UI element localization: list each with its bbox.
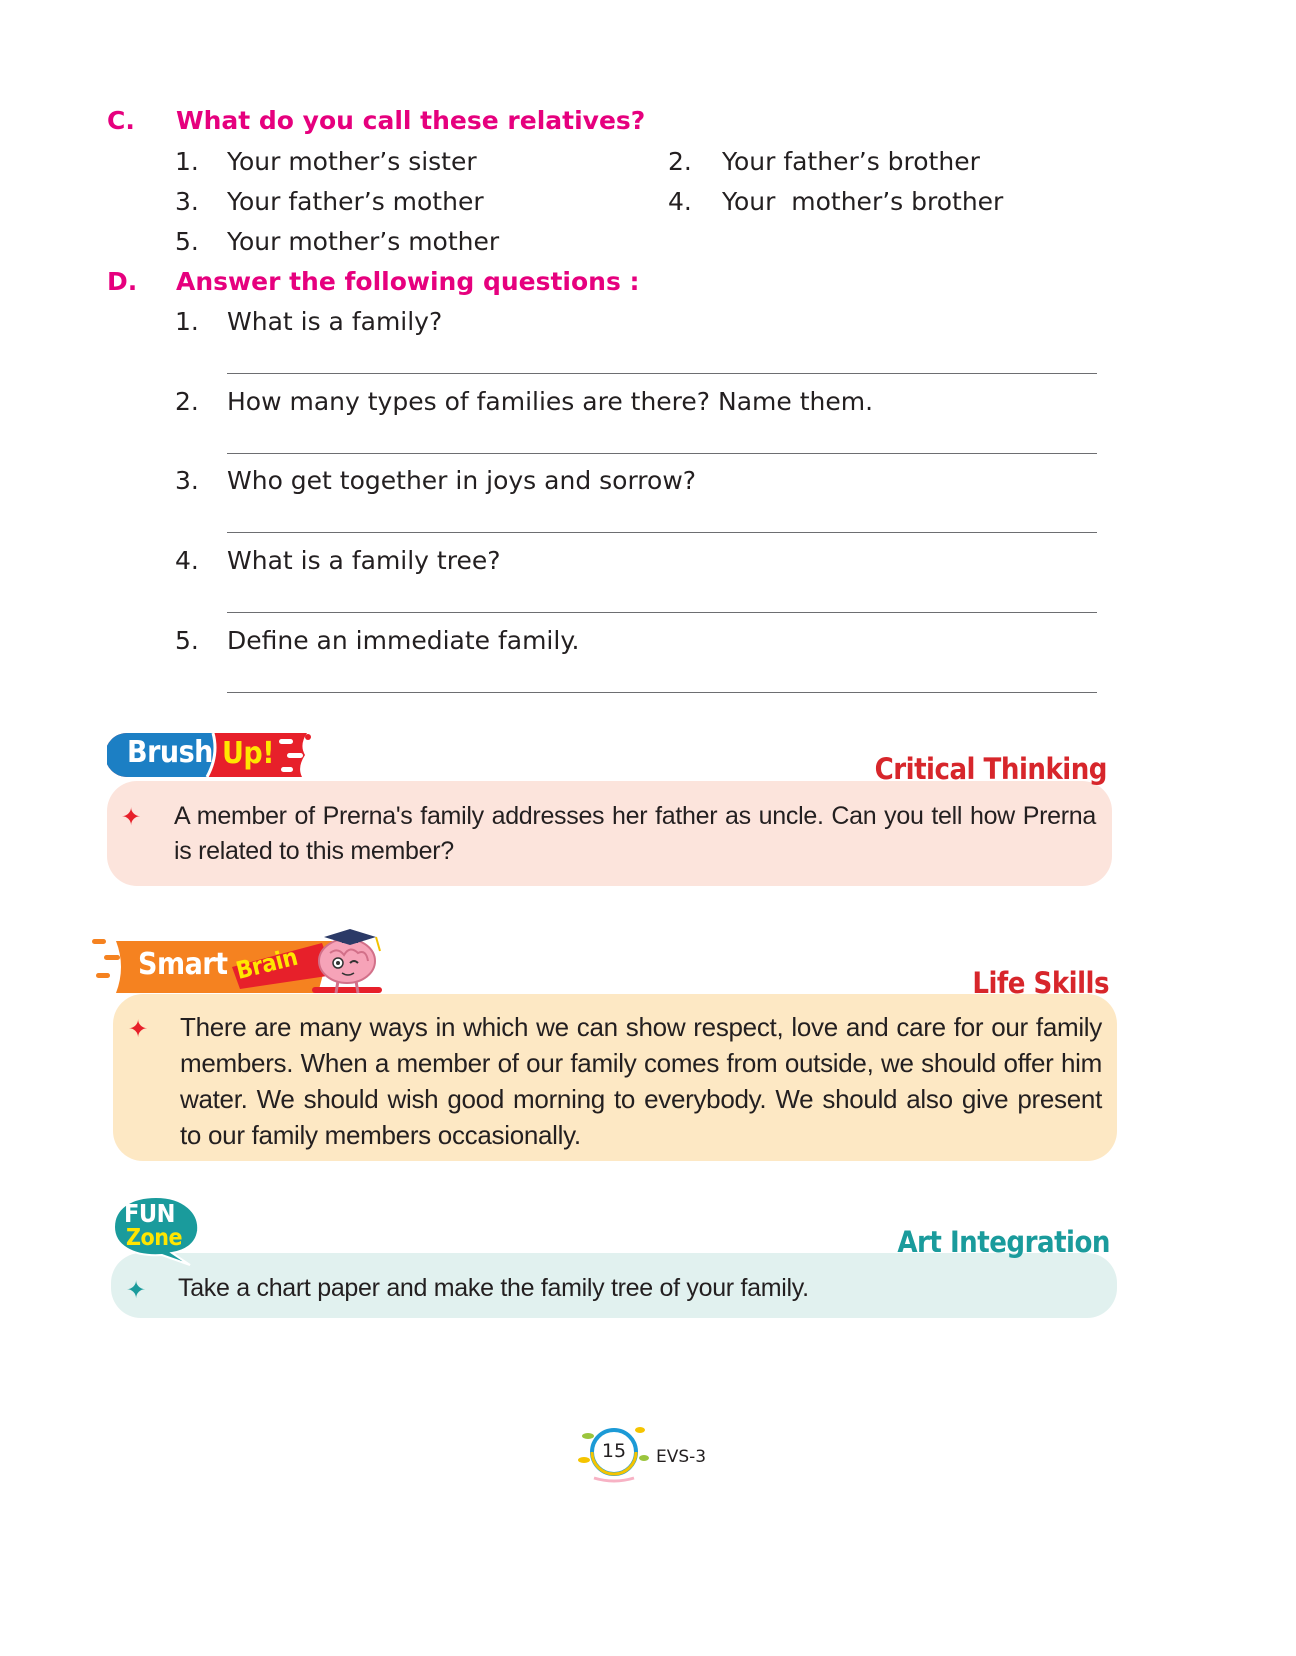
answer-line[interactable]: [227, 692, 1097, 693]
relative-item-number: 1.: [175, 147, 199, 176]
section-d-title: Answer the following questions :: [176, 267, 640, 296]
smart-brain-word2: Brain: [233, 942, 301, 985]
section-c-letter: C.: [107, 106, 135, 135]
question-number: 5.: [175, 626, 199, 655]
question-number: 4.: [175, 546, 199, 575]
section-d-letter: D.: [107, 267, 138, 296]
brush-up-word2: Up!: [222, 736, 275, 771]
star-bullet-icon: ✦: [121, 804, 142, 831]
relative-item-text: Your mother’s brother: [722, 187, 1004, 216]
book-code: EVS-3: [656, 1447, 707, 1467]
relative-item-text: Your father’s mother: [227, 187, 484, 216]
answer-line[interactable]: [227, 532, 1097, 533]
answer-line[interactable]: [227, 453, 1097, 454]
fun-zone-badge: [110, 1193, 205, 1268]
relative-item-number: 4.: [668, 187, 692, 216]
question-text: What is a family tree?: [227, 546, 501, 575]
life-skills-label: Life Skills: [972, 966, 1109, 1000]
smart-brain-badge: [92, 927, 392, 997]
question-number: 1.: [175, 307, 199, 336]
question-text: How many types of families are there? Name them.: [227, 387, 874, 416]
question-text: Define an immediate family.: [227, 626, 580, 655]
section-c-title: What do you call these relatives?: [176, 106, 646, 135]
question-text: What is a family?: [227, 307, 443, 336]
question-text: Who get together in joys and sorrow?: [227, 466, 697, 495]
art-integration-label: Art Integration: [897, 1225, 1110, 1259]
question-number: 3.: [175, 466, 199, 495]
relative-item-number: 5.: [175, 227, 199, 256]
relative-item-text: Your mother’s sister: [227, 147, 477, 176]
question-number: 2.: [175, 387, 199, 416]
art-integration-text: Take a chart paper and make the family tree of your family.: [178, 1274, 809, 1302]
star-bullet-icon: ✦: [128, 1016, 149, 1043]
brush-up-badge: [107, 727, 312, 783]
brush-up-word1: Brush: [127, 735, 213, 770]
star-bullet-icon: ✦: [126, 1277, 147, 1304]
page-number-badge: [574, 1418, 654, 1486]
page-number: 15: [601, 1440, 627, 1462]
answer-line[interactable]: [227, 612, 1097, 613]
fun-zone-word2: Zone: [126, 1225, 182, 1251]
answer-line[interactable]: [227, 373, 1097, 374]
critical-thinking-label: Critical Thinking: [874, 752, 1107, 786]
life-skills-text: There are many ways in which we can show respect, love and care for our family members. When a member of our family comes from outside, we should offer him water. We should wish good morning to everybody. We should also give present to our family members occasionally.: [180, 1012, 1102, 1150]
relative-item-text: Your father’s brother: [722, 147, 980, 176]
relative-item-text: Your mother’s mother: [227, 227, 500, 256]
smart-brain-word1: Smart: [138, 947, 228, 982]
critical-thinking-text: A member of Prerna's family addresses her father as uncle. Can you tell how Prerna is related to this member?: [174, 802, 1096, 865]
fun-zone-word1: FUN: [124, 1199, 175, 1228]
relative-item-number: 3.: [175, 187, 199, 216]
relative-item-number: 2.: [668, 147, 692, 176]
